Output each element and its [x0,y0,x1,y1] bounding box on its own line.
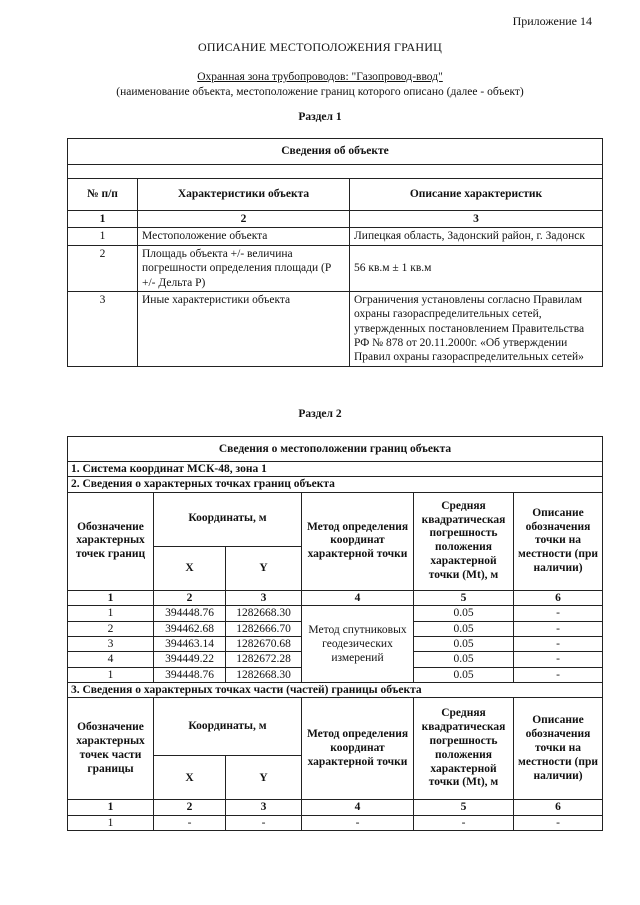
point-method: Метод спутниковых геодезических измерений [302,606,414,683]
header-parts-points: Обозначение характерных точек части границы [68,698,154,800]
col-number: 6 [514,800,603,815]
header-characteristic: Характеристики объекта [138,179,350,211]
col-number: 2 [138,211,350,228]
row-characteristic: Площадь объекта +/- величина погрешности определения площади (Р +/- Дельта Р) [138,245,350,291]
part-point-method: - [302,815,414,830]
point-description: - [514,667,603,682]
point-description: - [514,606,603,621]
col-number: 5 [414,800,514,815]
point-y: 1282670.68 [226,636,302,651]
header-error: Средняя квадратическая погрешность положения характерной точки (Mt), м [414,492,514,590]
point-error: 0.05 [414,667,514,682]
table-row [68,291,603,366]
coordinate-system: 1. Система координат МСК-48, зона 1 [68,462,603,477]
row-number: 1 [68,228,138,245]
header-description: Описание характеристик [350,179,603,211]
point-x: 394448.76 [154,606,226,621]
spacer-row [68,165,603,179]
table-row [68,228,603,245]
point-x: 394462.68 [154,621,226,636]
point-error: 0.05 [414,652,514,667]
header-y: Y [226,546,302,590]
point-y: 1282668.30 [226,667,302,682]
col-number: 4 [302,800,414,815]
col-number: 4 [302,590,414,605]
object-name-text: Охранная зона трубопроводов: "Газопровод-ввод" [197,71,443,83]
header-error: Средняя квадратическая погрешность положения характерной точки (Mt), м [414,698,514,800]
header-coordinates: Координаты, м [154,698,302,756]
point-description: - [514,652,603,667]
table-row [68,606,603,621]
header-method: Метод определения координат характерной точки [302,492,414,590]
point-y: 1282666.70 [226,621,302,636]
col-number: 1 [68,590,154,605]
row-description: Ограничения установлены согласно Правилам охраны газораспределительных сетей, утвержденных постановлением Правительства РФ № 878 от 20.11.2000г. «Об утверждении Правил охраны газораспределительных сетей» [350,291,603,366]
col-number: 2 [154,590,226,605]
document-title: ОПИСАНИЕ МЕСТОПОЛОЖЕНИЯ ГРАНИЦ [198,40,442,54]
part-point-id: 1 [68,815,154,830]
header-method: Метод определения координат характерной точки [302,698,414,800]
header-y: Y [226,756,302,800]
object-name [0,70,640,84]
point-x: 394449.22 [154,652,226,667]
part-point-error: - [414,815,514,830]
point-id: 4 [68,652,154,667]
object-info-title: Сведения об объекте [68,139,603,165]
part-point-y: - [226,815,302,830]
col-number: 1 [68,211,138,228]
point-description: - [514,621,603,636]
point-id: 3 [68,636,154,651]
points-section-title: 2. Сведения о характерных точках границ объекта [68,477,603,492]
col-number: 3 [350,211,603,228]
parts-section-title: 3. Сведения о характерных точках части (частей) границы объекта [68,683,603,698]
point-id: 1 [68,667,154,682]
header-number: № п/п [68,179,138,211]
boundary-table [67,436,603,831]
header-point-description: Описание обозначения точки на местности (при наличии) [514,492,603,590]
row-characteristic: Местоположение объекта [138,228,350,245]
point-y: 1282672.28 [226,652,302,667]
boundary-table-title: Сведения о местоположении границ объекта [68,437,603,462]
header-coordinates: Координаты, м [154,492,302,546]
section2-title: Раздел 2 [298,408,342,420]
point-y: 1282668.30 [226,606,302,621]
row-number: 3 [68,291,138,366]
col-number: 2 [154,800,226,815]
header-x: X [154,546,226,590]
row-number: 2 [68,245,138,291]
appendix-label: Приложение 14 [512,14,592,28]
point-error: 0.05 [414,606,514,621]
header-point-description: Описание обозначения точки на местности (при наличии) [514,698,603,800]
point-description: - [514,636,603,651]
col-number: 6 [514,590,603,605]
object-info-table [67,138,603,367]
part-point-description: - [514,815,603,830]
object-note: (наименование объекта, местоположение границ которого описано (далее - объект) [116,86,524,98]
table-row [68,815,603,830]
point-id: 1 [68,606,154,621]
row-characteristic: Иные характеристики объекта [138,291,350,366]
point-error: 0.05 [414,621,514,636]
header-x: X [154,756,226,800]
table-row [68,245,603,291]
header-points: Обозначение характерных точек границ [68,492,154,590]
point-error: 0.05 [414,636,514,651]
row-description: 56 кв.м ± 1 кв.м [350,245,603,291]
point-x: 394463.14 [154,636,226,651]
col-number: 3 [226,800,302,815]
part-point-x: - [154,815,226,830]
col-number: 1 [68,800,154,815]
section1-title: Раздел 1 [298,111,342,123]
col-number: 5 [414,590,514,605]
point-x: 394448.76 [154,667,226,682]
col-number: 3 [226,590,302,605]
point-id: 2 [68,621,154,636]
row-description: Липецкая область, Задонский район, г. Задонск [350,228,603,245]
